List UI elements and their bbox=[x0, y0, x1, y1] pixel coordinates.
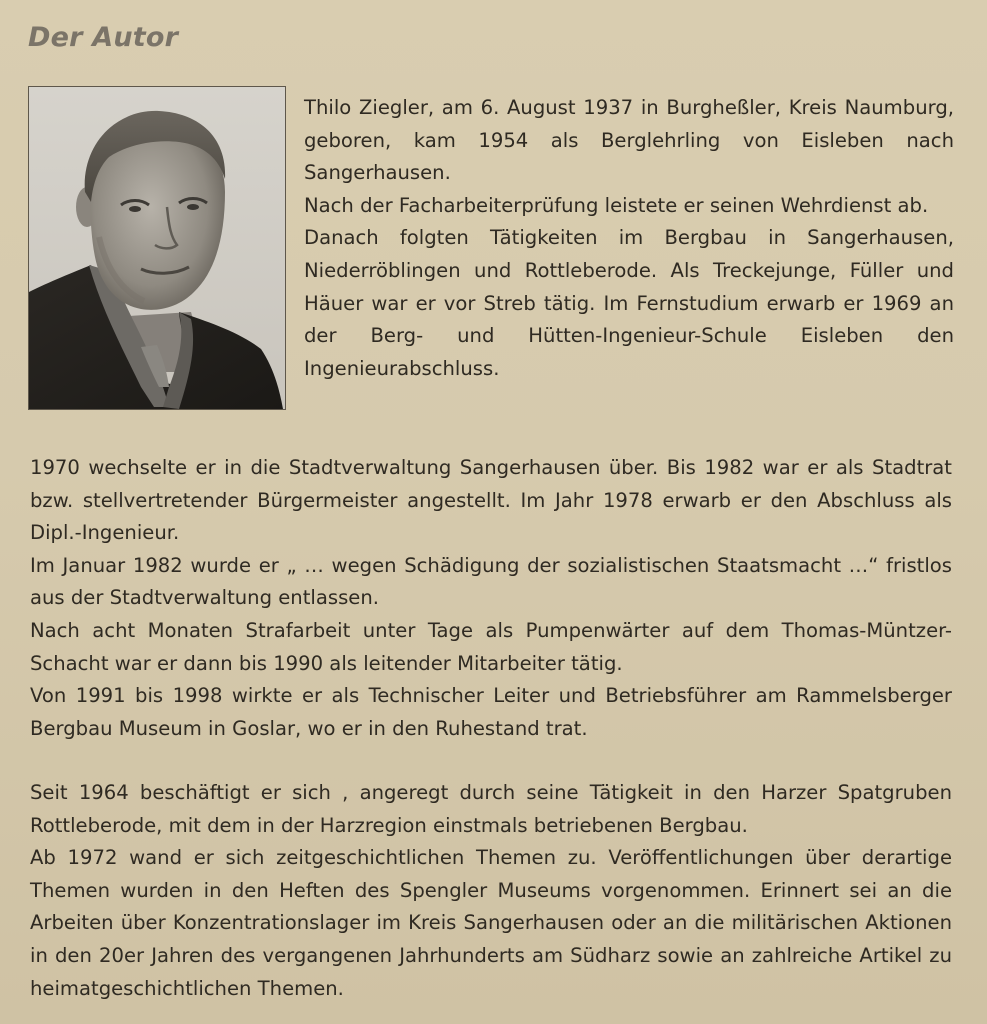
intro-paragraph-1: Thilo Ziegler, am 6. August 1937 in Burgheßler, Kreis Naumburg, geboren, kam 1954 als Berglehrling von Eisleben nach Sangerhausen. bbox=[304, 96, 954, 185]
research-paragraph-1: Seit 1964 beschäftigt er sich , angeregt durch seine Tätigkeit in den Harzer Spatgruben Rottleberode, mit dem in der Harzregion einstmals betriebenen Bergbau. bbox=[30, 781, 952, 837]
intro-paragraph-3: Danach folgten Tätigkeiten im Bergbau in Sangerhausen, Niederröblingen und Rottleberode. Als Treckejunge, Füller und Häuer war er vor Streb tätig. Im Fernstudium erwarb er 1969 an der Berg- und Hütten-Ingenieur-Schule Eisleben den Ingenieurabschluss. bbox=[304, 226, 954, 380]
career-paragraph-4: Von 1991 bis 1998 wirkte er als Technischer Leiter und Betriebsführer am Rammelsberger Bergbau Museum in Goslar, wo er in den Ruhestand trat. bbox=[30, 684, 952, 740]
intro-paragraph-2: Nach der Facharbeiterprüfung leistete er seinen Wehrdienst ab. bbox=[304, 193, 929, 217]
author-photo bbox=[28, 86, 286, 410]
career-paragraph-3: Nach acht Monaten Strafarbeit unter Tage als Pumpenwärter auf dem Thomas-Müntzer-Schacht war er dann bis 1990 als leitender Mitarbeiter tätig. bbox=[30, 618, 952, 675]
career-paragraph-1: 1970 wechselte er in die Stadtverwaltung Sangerhausen über. Bis 1982 war er als Stadtrat bzw. stellvertretender Bürgermeister angestellt. Im Jahr 1978 erwarb er den Abschluss als Dipl.-Ingenieur. bbox=[30, 456, 952, 545]
author-portrait-image bbox=[29, 87, 285, 409]
research-section bbox=[30, 777, 952, 1005]
career-section bbox=[30, 452, 952, 745]
page-title: Der Autor bbox=[28, 22, 179, 53]
research-paragraph-2: Ab 1972 wand er sich zeitgeschichtlichen Themen zu. Veröffentlichungen über derartige Themen wurden in den Heften des Spengler Museums vorgenommen. Erinnert sei an die Arbeiten über Konzentrationslager im Kreis Sangerhausen oder an die militärischen Aktionen in den 20er Jahren des vergangenen Jahrhunderts am Südharz sowie an zahlreiche Artikel zu heimatgeschichtlichen Themen. bbox=[30, 846, 952, 1000]
intro-text bbox=[304, 92, 954, 385]
career-paragraph-2: Im Januar 1982 wurde er „ … wegen Schädigung der sozialistischen Staatsmacht …“ fristlos aus der Stadtverwaltung entlassen. bbox=[30, 553, 952, 610]
